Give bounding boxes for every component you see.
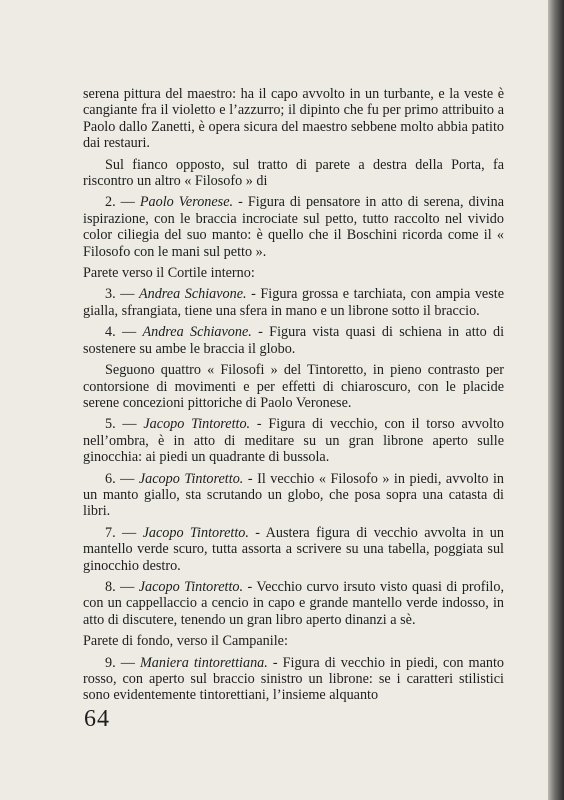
entry-5: 5. — Jacopo Tintoretto. - Figura di vecchio, con il torso avvolto nell’ombra, è in atto di meditare su un gran librone aperto sulle ginocchia: ai piedi un quadrante di bussola.	[83, 416, 505, 466]
paragraph-intro-filosofo: Sul fianco opposto, sul tratto di parete a destra della Porta, fa riscontro un altro « Filosofo » di	[83, 156, 504, 190]
page-number: 64	[84, 706, 110, 732]
body-text	[83, 86, 504, 709]
section-heading-cortile: Parete verso il Cortile interno:	[83, 265, 255, 282]
entry-2: 2. — Paolo Veronese. - Figura di pensatore in atto di serena, divina ispirazione, con le braccia incrociate sul petto, tutto raccolto nel vivido color ciliegia del suo manto: è quello che il Boschini ricorda come il « Filosofo con le mani sul petto ».	[83, 194, 505, 260]
entry-8: 8. — Jacopo Tintoretto. - Vecchio curvo irsuto visto quasi di profilo, con un cappellaccio a cencio in capo e grande mantello verde indosso, in atto di discutere, tenendo un gran libro aperto dinanzi a sè.	[83, 578, 504, 628]
entry-4: 4. — Andrea Schiavone. - Figura vista quasi di schiena in atto di sostenere su ambe le braccia il globo.	[83, 324, 505, 357]
paragraph-continuation: serena pittura del maestro: ha il capo avvolto in un turbante, e la veste è cangiante fra il violetto e l’azzurro; il dipinto che fu per primo attribuito a Paolo dallo Zanetti, è opera sicura del maestro sebbene molto abbia patito dai restauri.	[83, 86, 504, 152]
entry-3: 3. — Andrea Schiavone. - Figura grossa e tarchiata, con ampia veste gialla, sfrangiata, tiene una sfera in mano e un librone sotto il braccio.	[83, 286, 504, 319]
entry-6: 6. — Jacopo Tintoretto. - Il vecchio « Filosofo » in piedi, avvolto in un manto giallo, sta scrutando un globo, che posa sopra una catasta di libri.	[83, 470, 504, 520]
section-heading-campanile: Parete di fondo, verso il Campanile:	[83, 633, 288, 650]
entry-9: 9. — Maniera tintorettiana. - Figura di vecchio in piedi, con manto rosso, con aperto sul braccio sinistro un librone: se i caratteri stilistici sono evidentemente tintorettiani, l’insieme alquanto	[83, 654, 505, 704]
paragraph-tintoretto-intro: Seguono quattro « Filosofi » del Tintoretto, in pieno contrasto per contorsione di movimenti e per effetti di chiaroscuro, con le placide serene concezioni pittoriche di Paolo Veronese.	[83, 362, 504, 411]
page-edge-shadow	[548, 0, 564, 800]
entry-7: 7. — Jacopo Tintoretto. - Austera figura di vecchio avvolta in un mantello verde scuro, tutta assorta a scrivere su una tabella, poggiata sul ginocchio destro.	[83, 524, 504, 574]
